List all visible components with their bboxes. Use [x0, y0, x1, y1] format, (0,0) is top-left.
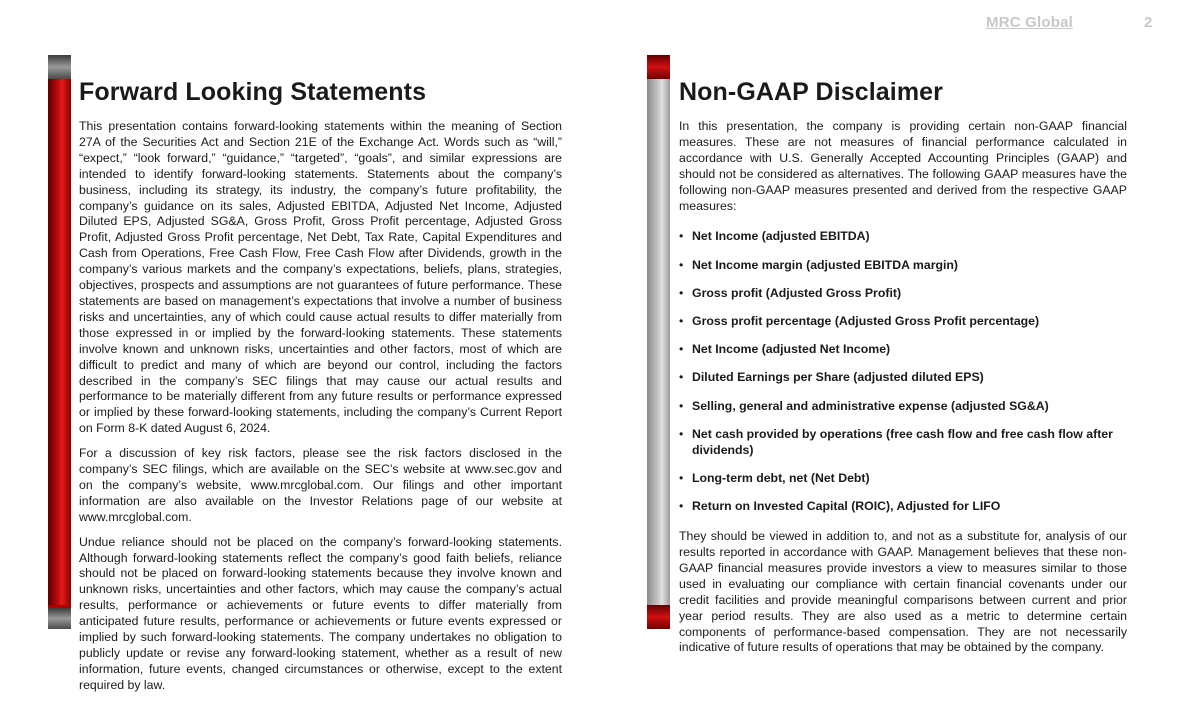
measure-list-item: • Diluted Earnings per Share (adjusted diluted EPS)	[679, 369, 1127, 385]
forward-looking-paragraph-1: This presentation contains forward-looking statements within the meaning of Section 27A of the Securities Act and Section 21E of the Exchange Act. Words such as “will,” “expect,” “look forward,” “guidance,” “targeted”, “goals”, and similar expressions are intended to identify forward-looking statements. Statements about the company’s business, including its strategy, its industry, the company’s future profitability, the company’s guidance on its sales, Adjusted EBITDA, Adjusted Net Income, Adjusted Diluted EPS, Adjusted SG&A, Gross Profit, Gross Profit percentage, Adjusted Gross Profit, Adjusted Gross Profit percentage, Net Debt, Tax Rate, Capital Expenditures and Cash from Operations, Free Cash Flow, Free Cash Flow after Dividends, growth in the company’s various markets and the company’s expectations, beliefs, plans, strategies, objectives, prospects and assumptions are not guarantees of future performance. These statements are based on management’s expectations that involve a number of business risks and uncertainties, any of which could cause actual results to differ materially from those expressed in or implied by the forward-looking statements. These statements involve known and unknown risks, uncertainties and other factors, most of which are difficult to predict and many of which are beyond our control, including the factors described in the company’s SEC filings that may cause our actual results and performance to be materially different from any future results or performance expressed or implied by these forward-looking statements, including the company’s Current Report on Form 8-K dated August 6, 2024.	[79, 119, 562, 436]
left-bar-top-cap	[48, 55, 71, 79]
non-gaap-title: Non-GAAP Disclaimer	[679, 78, 944, 106]
right-accent-bar	[647, 55, 670, 629]
non-gaap-panel	[679, 78, 1127, 665]
right-bar-top-cap	[647, 55, 670, 79]
page-number: 2	[1144, 14, 1153, 31]
company-logo: MRC Global	[986, 14, 1073, 31]
measure-list-item: • Net Income (adjusted Net Income)	[679, 341, 1127, 357]
measure-list-item: • Net cash provided by operations (free cash flow and free cash flow after dividends)	[679, 426, 1127, 458]
forward-looking-paragraph-2: For a discussion of key risk factors, please see the risk factors disclosed in the company’s SEC filings, which are available on the SEC’s website at www.sec.gov and on the company’s website, www.mrcglobal.com. Our filings and other important information are also available on the Investor Relations page of our website at www.mrcglobal.com.	[79, 446, 562, 524]
forward-looking-title: Forward Looking Statements	[79, 78, 427, 106]
forward-looking-paragraph-3: Undue reliance should not be placed on the company’s forward-looking statements. Although forward-looking statements reflect the company’s good faith beliefs, reliance should not be placed on forward-looking statements because they involve known and unknown risks, uncertainties and other factors, which may cause the company’s actual results, performance or achievements or future events to differ materially from anticipated future results, performance or achievements or future events expressed or implied by such forward-looking statements. The company undertakes no obligation to publicly update or revise any forward-looking statement, whether as a result of new information, future events, changed circumstances or otherwise, except to the extent required by law.	[79, 534, 562, 692]
right-bar-body	[647, 79, 670, 605]
measure-list-item: • Net Income margin (adjusted EBITDA margin)	[679, 257, 1127, 273]
non-gaap-measure-list	[679, 228, 1127, 514]
non-gaap-outro: They should be viewed in addition to, and not as a substitute for, analysis of our results reported in accordance with GAAP. Management believes that these non-GAAP financial measures provide investors a view to measures similar to those used in evaluating our compliance with certain financial covenants under our credit facilities and provide meaningful comparisons between current and prior year period results. They are also used as a metric to determine certain components of performance-based compensation. They are not necessarily indicative of future results of operations that may be obtained by the company.	[679, 529, 1127, 655]
measure-list-item: • Selling, general and administrative expense (adjusted SG&A)	[679, 398, 1127, 414]
left-bar-bottom-cap	[48, 605, 71, 629]
measure-list-item: • Net Income (adjusted EBITDA)	[679, 228, 1127, 244]
measure-list-item: • Long-term debt, net (Net Debt)	[679, 470, 1127, 486]
non-gaap-intro: In this presentation, the company is providing certain non-GAAP financial measures. These are not measures of financial performance calculated in accordance with U.S. Generally Accepted Accounting Principles (GAAP) and should not be considered as alternatives. The following GAAP measures have the following non-GAAP measures presented and derived from the respective GAAP measures:	[679, 119, 1127, 213]
measure-list-item: • Gross profit percentage (Adjusted Gross Profit percentage)	[679, 313, 1127, 329]
left-accent-bar	[48, 55, 71, 629]
right-bar-bottom-cap	[647, 605, 670, 629]
left-bar-body	[48, 79, 71, 605]
measure-list-item: • Gross profit (Adjusted Gross Profit)	[679, 285, 1127, 301]
forward-looking-panel	[79, 78, 562, 703]
measure-list-item: • Return on Invested Capital (ROIC), Adjusted for LIFO	[679, 498, 1127, 514]
